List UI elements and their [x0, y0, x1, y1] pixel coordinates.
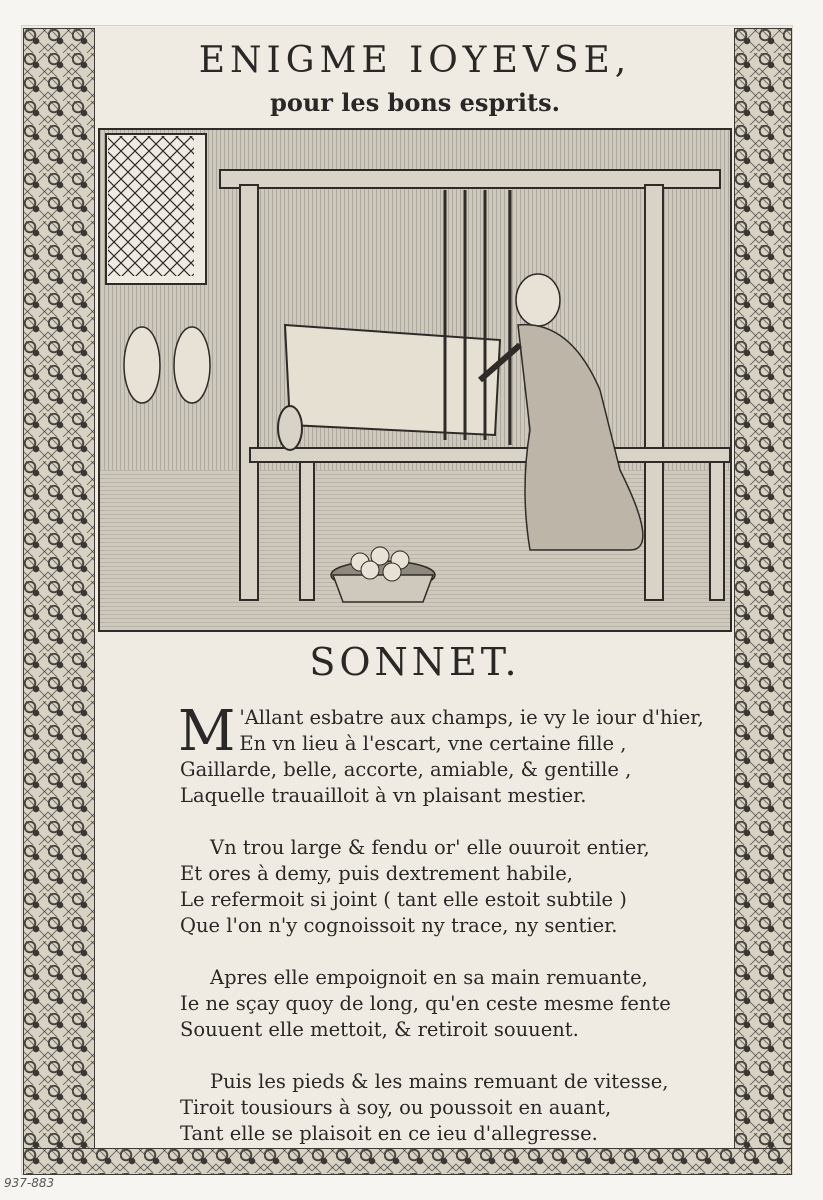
basket: [333, 575, 433, 602]
page-title: ENIGME IOYEVSE,: [198, 40, 632, 81]
page-subtitle: pour les bons esprits.: [270, 88, 560, 117]
poem-line: Vn trou large & fendu or' elle ouuroit entier,: [210, 836, 650, 859]
stanza: [180, 835, 720, 939]
hanging-skein: [124, 327, 160, 403]
poem-line: Souuent elle mettoit, & retiroit souuent.: [180, 1018, 579, 1041]
poem-line: Apres elle empoignoit en sa main remuante,: [210, 966, 648, 989]
stanza: [180, 1069, 720, 1147]
stanza: [180, 965, 720, 1043]
poem-line: Tiroit tousiours à soy, ou poussoit en auant,: [180, 1096, 612, 1119]
catalog-number: 937-883: [4, 1176, 55, 1190]
loom-illustration: [100, 130, 730, 630]
poem-line: Et ores à demy, puis dextrement habile,: [180, 862, 573, 885]
loom-engraving: [98, 128, 732, 632]
poem-line: Tant elle se plaisoit en ce ieu d'allegresse.: [180, 1122, 598, 1145]
poem-line: Puis les pieds & les mains remuant de vitesse,: [210, 1070, 669, 1093]
poem-line: Laquelle trauailloit à vn plaisant mestier.: [180, 784, 587, 807]
hanging-skein: [174, 327, 210, 403]
poem-line: Gaillarde, belle, accorte, amiable, & gentille ,: [180, 758, 632, 781]
stanza: [178, 699, 720, 809]
ornamental-border-right: [734, 28, 792, 1175]
poem-line: Le refermoit si joint ( tant elle estoit subtile ): [180, 888, 627, 911]
ornamental-border-left: [23, 28, 95, 1175]
poem-line: En vn lieu à l'escart, vne certaine fille ,: [239, 732, 627, 755]
sonnet-title: SONNET.: [309, 640, 521, 684]
poem-line: Que l'on n'y cognoissoit ny trace, ny sentier.: [180, 914, 618, 937]
sonnet-text: [178, 699, 720, 1173]
poem-line: Ie ne sçay quoy de long, qu'en ceste mesme fente: [180, 992, 671, 1015]
drop-cap: M: [178, 699, 236, 764]
poem-line: 'Allant esbatre aux champs, ie vy le iour d'hier,: [239, 706, 704, 729]
weaver-head: [516, 274, 560, 326]
woven-cloth: [285, 325, 500, 435]
